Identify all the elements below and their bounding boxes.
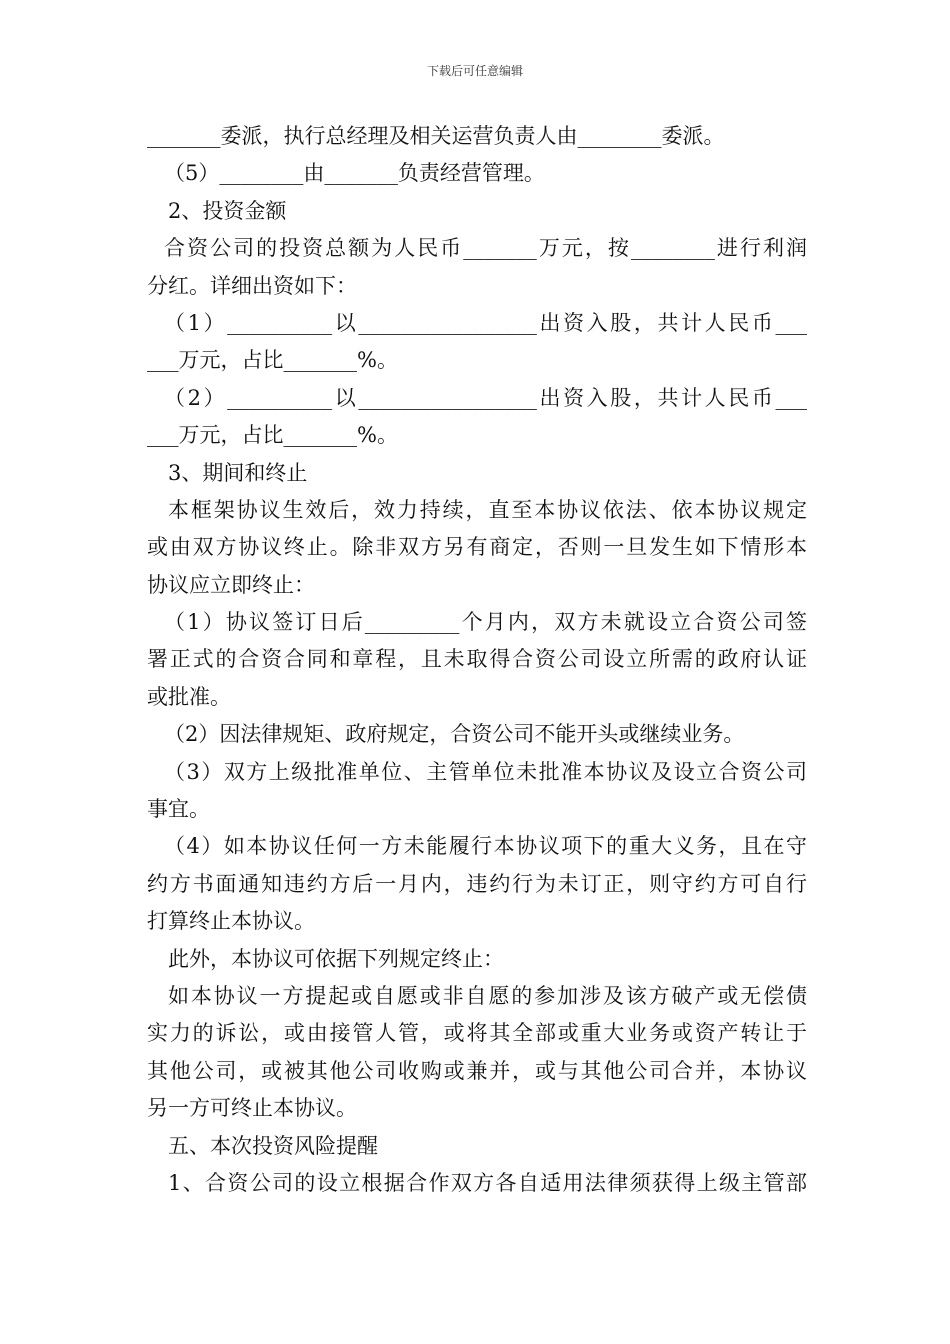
text-line: 分红。详细出资如下： [147,273,357,298]
text-line: 2、投资金额 [168,198,287,223]
text-line: 五、本次投资风险提醒 [168,1133,378,1158]
text-line: 1、合资公司的设立根据合作双方各自适用法律须获得上级主管部 [168,1170,807,1195]
text-line: 另一方可终止本协议。 [147,1096,357,1121]
document-body [147,118,807,1202]
text-line: 或由双方协议终止。除非双方另有商定，否则一旦发生如下情形本 [147,535,807,560]
text-line: _______委派，执行总经理及相关运营负责人由________委派。 [147,124,725,148]
text-line: （2）__________以_________________出资入股，共计人民币___ [164,385,807,410]
text-line: （3）双方上级批准单位、主管单位未批准本协议及设立合资公司 [164,759,807,784]
text-line: 或批准。 [147,684,231,709]
text-line: 其他公司，或被其他公司收购或兼并，或与其他公司合并，本协议 [147,1058,807,1083]
text-line: 此外，本协议可依据下列规定终止： [168,946,504,971]
text-line: 约方书面通知违约方后一月内，违约行为未订正，则守约方可自行 [147,871,807,896]
text-line: （1）协议签订日后_________个月内，双方未就设立合资公司签 [164,610,807,635]
text-line: 打算终止本协议。 [147,909,315,934]
text-line: （1）__________以_________________出资入股，共计人民币___ [164,310,807,335]
text-line: 署正式的合资合同和章程，且未取得合资公司设立所需的政府认证 [147,647,807,672]
text-line: （5）________由_______负责经营管理。 [164,161,545,186]
text-line: 事宜。 [147,797,210,822]
text-line: 协议应立即终止： [147,572,315,597]
text-line: （4）如本协议任何一方未能履行本协议项下的重大义务，且在守 [164,834,807,859]
page-header: 下载后可任意编辑 [426,64,523,78]
text-line: 3、期间和终止 [168,460,308,485]
text-line: 本框架协议生效后，效力持续，直至本协议依法、依本协议规定 [168,497,807,522]
text-line: （2）因法律规矩、政府规定，合资公司不能开头或继续业务。 [164,722,745,747]
text-line: 合资公司的投资总额为人民币_______万元，按________进行利润 [164,236,807,261]
text-line: ___万元，占比_______%。 [147,348,398,373]
text-line: 如本协议一方提起或自愿或非自愿的参加涉及该方破产或无偿债 [168,983,807,1008]
text-line: ___万元，占比_______%。 [147,423,398,448]
text-line: 实力的诉讼，或由接管人管，或将其全部或重大业务或资产转让于 [147,1021,807,1046]
